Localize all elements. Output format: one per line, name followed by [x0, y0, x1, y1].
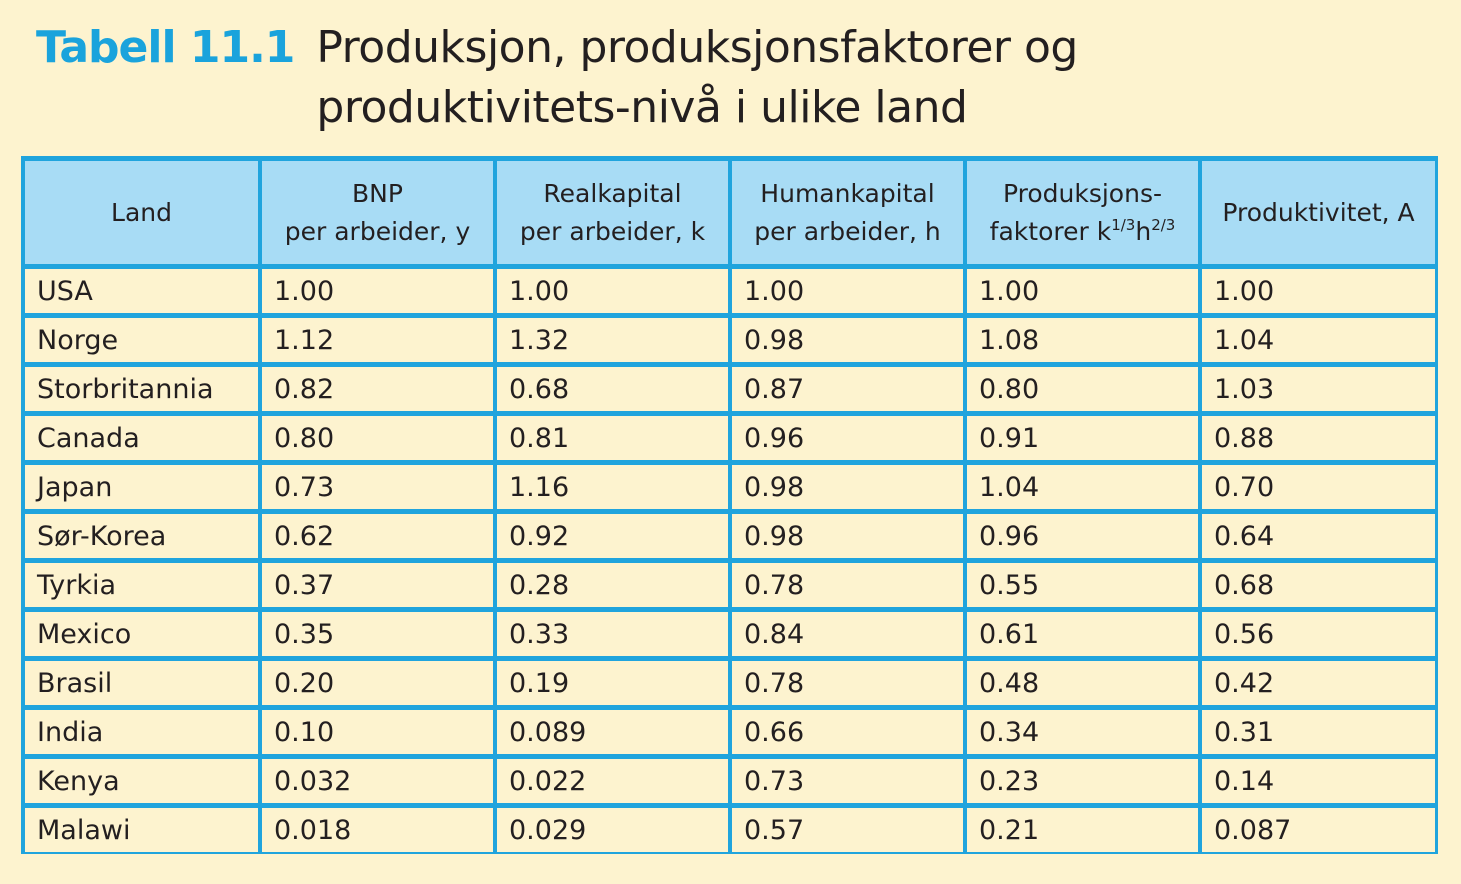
cell-land: Canada: [25, 416, 258, 460]
cell-produksjonsfaktorer: 0.21: [967, 808, 1198, 852]
cell-produksjonsfaktorer: 0.96: [967, 514, 1198, 558]
cell-humankapital: 0.98: [732, 514, 963, 558]
cell-bnp: 1.12: [262, 318, 493, 362]
cell-humankapital: 0.66: [732, 710, 963, 754]
header-humankapital: Humankapital per arbeider, h: [732, 161, 963, 264]
cell-land: Mexico: [25, 612, 258, 656]
cell-produksjonsfaktorer: 0.34: [967, 710, 1198, 754]
cell-humankapital: 0.96: [732, 416, 963, 460]
cell-bnp: 0.62: [262, 514, 493, 558]
cell-land: Norge: [25, 318, 258, 362]
cell-produksjonsfaktorer: 0.55: [967, 563, 1198, 607]
table-row: [25, 759, 1435, 803]
table-row: [25, 416, 1435, 460]
data-table: [21, 156, 1439, 857]
cell-humankapital: 0.78: [732, 661, 963, 705]
table-row: [25, 269, 1435, 313]
cell-produktivitet: 0.68: [1202, 563, 1435, 607]
table-row: [25, 612, 1435, 656]
cell-land: Sør-Korea: [25, 514, 258, 558]
cell-humankapital: 0.87: [732, 367, 963, 411]
data-table-frame: [21, 156, 1438, 854]
cell-land: USA: [25, 269, 258, 313]
cell-realkapital: 0.33: [497, 612, 728, 656]
cell-produksjonsfaktorer: 1.00: [967, 269, 1198, 313]
cell-realkapital: 0.92: [497, 514, 728, 558]
header-produksjonsfaktorer: Produksjons- faktorer $k^{1/3}h^{2/3}$: [967, 161, 1198, 264]
header-realkapital: Realkapital per arbeider, k: [497, 161, 728, 264]
table-row: [25, 808, 1435, 852]
cell-produktivitet: 0.14: [1202, 759, 1435, 803]
cell-bnp: 0.032: [262, 759, 493, 803]
table-caption: [36, 18, 1436, 138]
cell-land: India: [25, 710, 258, 754]
table-row: [25, 710, 1435, 754]
cell-produktivitet: 0.64: [1202, 514, 1435, 558]
cell-produktivitet: 1.00: [1202, 269, 1435, 313]
cell-humankapital: 0.73: [732, 759, 963, 803]
cell-produksjonsfaktorer: 0.23: [967, 759, 1198, 803]
cell-produktivitet: 0.087: [1202, 808, 1435, 852]
table-row: [25, 563, 1435, 607]
cell-land: Tyrkia: [25, 563, 258, 607]
cell-realkapital: 0.81: [497, 416, 728, 460]
cell-produktivitet: 1.03: [1202, 367, 1435, 411]
cell-realkapital: 0.029: [497, 808, 728, 852]
cell-bnp: 0.35: [262, 612, 493, 656]
cell-produksjonsfaktorer: 0.80: [967, 367, 1198, 411]
cell-realkapital: 0.19: [497, 661, 728, 705]
cell-bnp: 0.20: [262, 661, 493, 705]
cell-realkapital: 1.16: [497, 465, 728, 509]
cell-humankapital: 0.98: [732, 318, 963, 362]
cell-humankapital: 0.78: [732, 563, 963, 607]
cell-humankapital: 1.00: [732, 269, 963, 313]
cell-produktivitet: 0.70: [1202, 465, 1435, 509]
cell-bnp: 0.80: [262, 416, 493, 460]
table-title: Produksjon, produksjonsfaktorer og produktivitets-nivå i ulike land: [316, 22, 1078, 133]
cell-produksjonsfaktorer: 0.91: [967, 416, 1198, 460]
cell-produksjonsfaktorer: 0.61: [967, 612, 1198, 656]
cell-realkapital: 0.28: [497, 563, 728, 607]
cell-land: Kenya: [25, 759, 258, 803]
table-row: [25, 367, 1435, 411]
cell-bnp: 1.00: [262, 269, 493, 313]
table-body: [25, 269, 1435, 852]
table-number: Tabell 11.1: [36, 22, 295, 73]
cell-humankapital: 0.57: [732, 808, 963, 852]
header-land: Land: [25, 161, 258, 264]
cell-realkapital: 1.00: [497, 269, 728, 313]
cell-realkapital: 0.022: [497, 759, 728, 803]
header-produktivitet: Produktivitet, A: [1202, 161, 1435, 264]
cell-produktivitet: 0.88: [1202, 416, 1435, 460]
cell-bnp: 0.37: [262, 563, 493, 607]
cell-humankapital: 0.98: [732, 465, 963, 509]
table-row: [25, 318, 1435, 362]
cell-land: Malawi: [25, 808, 258, 852]
cell-bnp: 0.10: [262, 710, 493, 754]
cell-produktivitet: 0.56: [1202, 612, 1435, 656]
cell-bnp: 0.82: [262, 367, 493, 411]
cell-produktivitet: 1.04: [1202, 318, 1435, 362]
cell-land: Japan: [25, 465, 258, 509]
table-row: [25, 514, 1435, 558]
cell-bnp: 0.73: [262, 465, 493, 509]
header-bnp: BNP per arbeider, y: [262, 161, 493, 264]
cell-realkapital: 0.089: [497, 710, 728, 754]
cell-bnp: 0.018: [262, 808, 493, 852]
header-row: [25, 161, 1435, 264]
cell-realkapital: 1.32: [497, 318, 728, 362]
cell-land: Storbritannia: [25, 367, 258, 411]
table-row: [25, 465, 1435, 509]
cell-produksjonsfaktorer: 0.48: [967, 661, 1198, 705]
cell-produktivitet: 0.31: [1202, 710, 1435, 754]
cell-produksjonsfaktorer: 1.08: [967, 318, 1198, 362]
cell-produktivitet: 0.42: [1202, 661, 1435, 705]
cell-land: Brasil: [25, 661, 258, 705]
table-row: [25, 661, 1435, 705]
cell-produksjonsfaktorer: 1.04: [967, 465, 1198, 509]
cell-humankapital: 0.84: [732, 612, 963, 656]
cell-realkapital: 0.68: [497, 367, 728, 411]
